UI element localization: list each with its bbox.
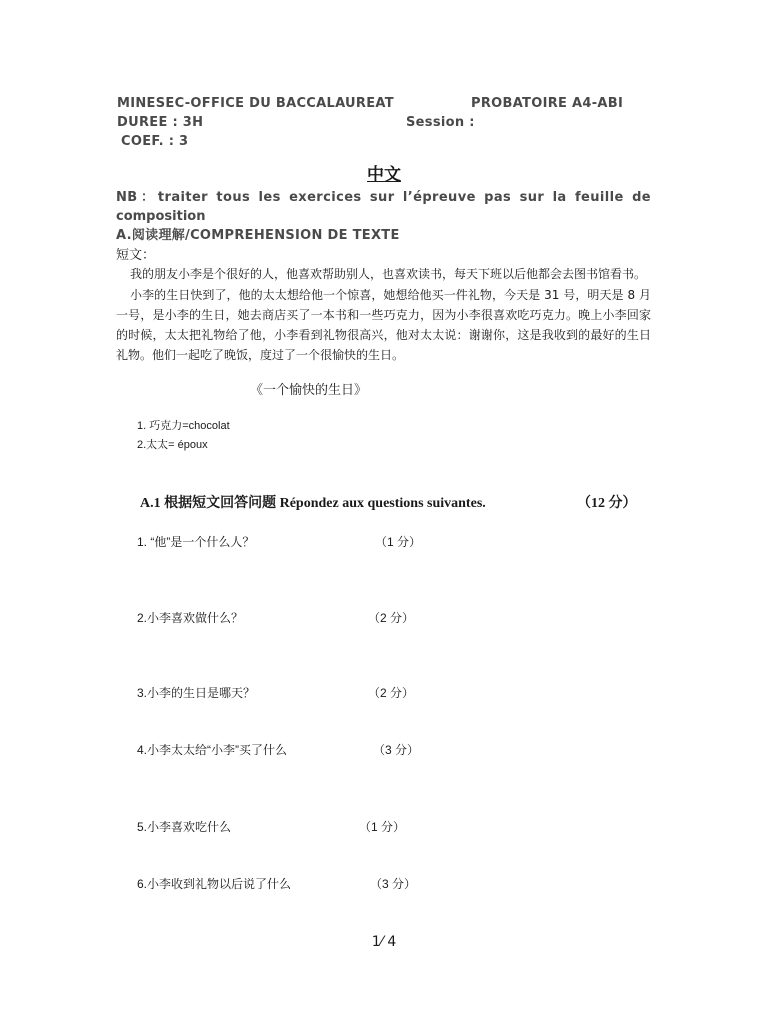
section-a-heading: A.阅读理解/COMPREHENSION DE TEXTE (116, 228, 400, 243)
question-5: 5.小李喜欢吃什么 (137, 820, 232, 834)
question-3-points: （2 分） (368, 686, 415, 700)
text-paragraph-1: 我的朋友小李是个很好的人，他喜欢帮助别人，也喜欢读书，每天下班以后他都会去图书馆看书。 (130, 267, 647, 281)
text-paragraph-2: 小李的生日快到了，他的太太想给他一个惊喜，她想给他买一件礼物，今天是 31 号，明天是 8 月一号，是小李的生日，她去商店买了一本书和一些巧克力，因为小李很喜欢吃巧克力。晚上小李回家的时候，太太把礼物给了他，小李看到礼物很高兴，他对太太说：谢谢你，这是我收到的最好的生日礼物。他们一起吃了晚饭，度过了一个很愉快的生日。 (116, 288, 651, 362)
vocabulary-note: 1. 巧克力=chocolat (137, 420, 230, 432)
header-coefficient: COEF. : 3 (121, 134, 189, 149)
question-6-points: （3 分） (370, 877, 417, 891)
instructions-line1: NB：traiter tous les exercices sur l’épreuve pas sur la feuille de (116, 190, 651, 205)
question-1: 1. “他”是一个什么人？ (137, 535, 255, 549)
header-exam-type: PROBATOIRE A4-ABI (471, 96, 624, 111)
text-title: 《一个愉快的生日》 (250, 383, 368, 398)
question-6: 6.小李收到礼物以后说了什么 (137, 877, 292, 891)
questions-total-points: （12 分） (577, 496, 637, 511)
question-4-points: （3 分） (373, 743, 420, 757)
question-4: 4.小李太太给“小李”买了什么 (137, 743, 288, 757)
header-duration: DUREE : 3H (117, 115, 204, 130)
question-1-points: （1 分） (375, 535, 422, 549)
question-3: 3.小李的生日是哪天？ (137, 686, 256, 700)
question-5-points: （1 分） (359, 820, 406, 834)
question-2-points: （2 分） (368, 611, 415, 625)
context-label: 短文： (116, 248, 156, 263)
header-office: MINESEC-OFFICE DU BACCALAUREAT (117, 96, 394, 111)
vocabulary-note: 2.太太= époux (137, 439, 208, 451)
page-title: 中文 (367, 165, 401, 185)
instructions-line2: composition (116, 209, 206, 224)
vocabulary-notes (137, 417, 230, 455)
header-session: Session : (406, 115, 475, 130)
question-2: 2.小李喜欢做什么？ (137, 611, 244, 625)
page-number: 1⁄ 4 (371, 934, 397, 950)
questions-heading: A.1 根据短文回答问题 Répondez aux questions suivantes. (140, 496, 486, 511)
